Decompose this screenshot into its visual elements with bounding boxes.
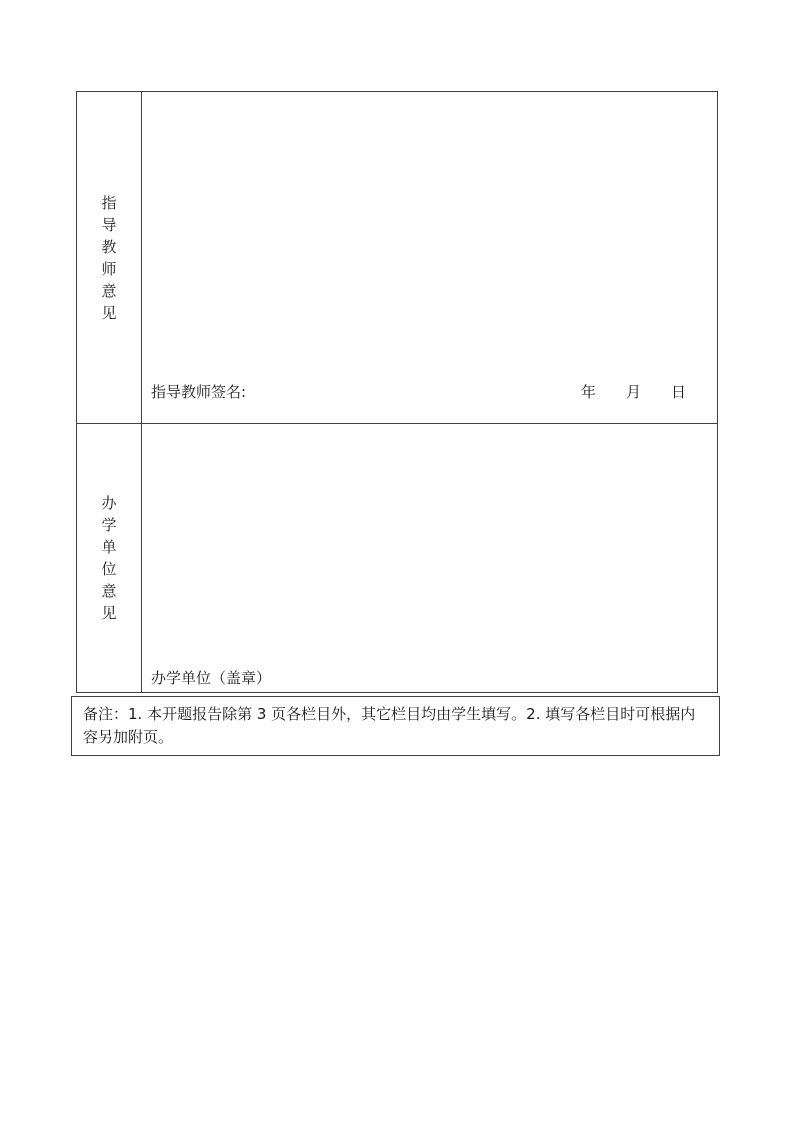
opinion-form-table bbox=[76, 91, 718, 693]
notes-box bbox=[71, 696, 720, 756]
advisor-opinion-label: 指导教师意见 bbox=[101, 193, 117, 322]
notes-text: 备注：1. 本开题报告除第 3 页各栏目外，其它栏目均由学生填写。2. 填写各栏目时可根据内容另加附页。 bbox=[83, 705, 696, 746]
advisor-opinion-area bbox=[142, 92, 717, 423]
advisor-opinion-label-cell bbox=[77, 92, 142, 423]
advisor-opinion-row bbox=[77, 92, 717, 424]
advisor-signature-line bbox=[142, 383, 717, 423]
advisor-signature-label: 指导教师签名: bbox=[151, 383, 247, 401]
school-opinion-label: 办学单位意见 bbox=[101, 494, 117, 622]
school-seal-line bbox=[142, 669, 717, 692]
school-opinion-label-cell bbox=[77, 424, 142, 692]
school-seal-label: 办学单位（盖章） bbox=[151, 669, 272, 687]
school-opinion-row bbox=[77, 424, 717, 692]
advisor-date-label: 年 月 日 bbox=[580, 383, 686, 401]
school-opinion-area bbox=[142, 424, 717, 692]
